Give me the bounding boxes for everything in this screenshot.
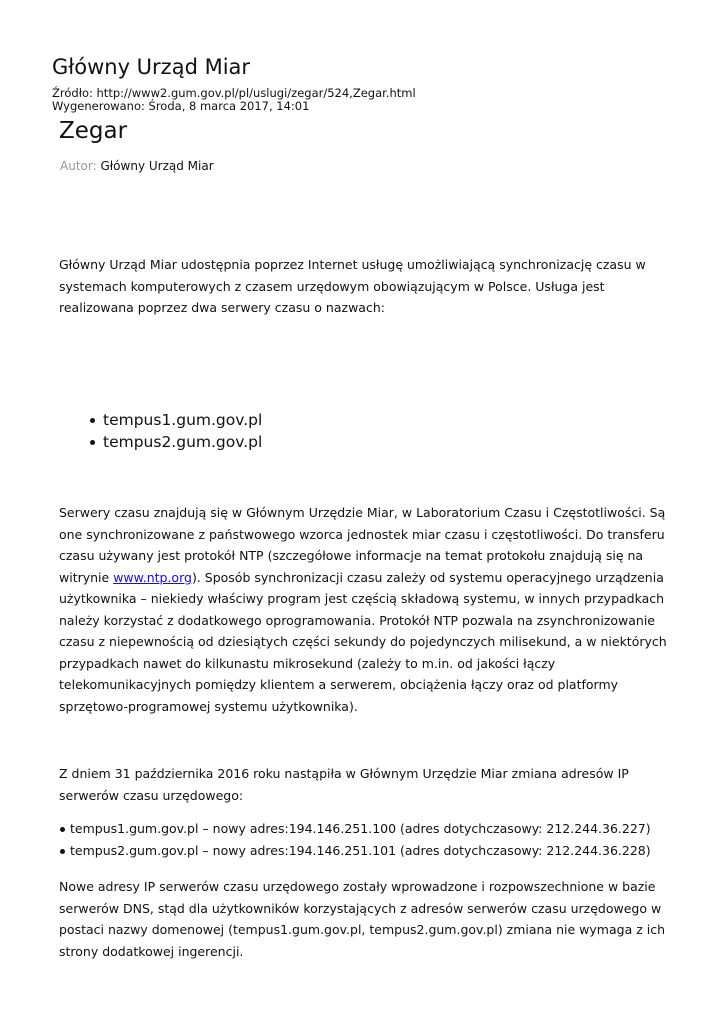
ntp-org-link[interactable]: www.ntp.org xyxy=(113,569,192,585)
list-item: tempus2.gum.gov.pl xyxy=(87,431,262,453)
intro-paragraph: Główny Urząd Miar udostępnia poprzez Internet usługę umożliwiającą synchronizację czasu w systemach komputerowych z czasem urzędowym obowiązującym w Polsce. Usługa jest realizowana poprzez dwa serwery czasu o nazwach: xyxy=(59,257,646,315)
source-line: Źródło: http://www2.gum.gov.pl/pl/uslugi/zegar/524,Zegar.html xyxy=(52,86,416,100)
server-list xyxy=(87,409,262,453)
list-item: tempus1.gum.gov.pl xyxy=(87,409,262,431)
author-name: Główny Urząd Miar xyxy=(100,159,214,173)
document-meta xyxy=(52,87,416,112)
author-line xyxy=(60,158,214,174)
ntp-paragraph-text-continued: ). Sposób synchronizacji czasu zależy od systemu operacyjnego urządzenia użytkownika – niekiedy właściwy program jest częścią składową systemu, w innych przypadkach należy korzystać z dodatkowego oprogramowania. Protokół NTP pozwala na zsynchronizowanie czasu z niepewnością od dziesiątych części sekundy do pojedynczych milisekund, a w niektórych przypadkach nawet do kilkunastu mikrosekund (zależy to m.in. od jakości łączy telekomunikacyjnych pomiędzy klientem a serwerem, obciążenia łączy oraz od platformy sprzętowo-programowej systemu użytkownika). xyxy=(59,569,667,714)
ntp-paragraph xyxy=(59,502,669,717)
dns-paragraph: Nowe adresy IP serwerów czasu urzędowego zostały wprowadzone i rozpowszechnione w bazie serwerów DNS, stąd dla użytkowników korzystających z adresów serwerów czasu urzędowego w postaci nazwy domenowej (tempus1.gum.gov.pl, tempus2.gum.gov.pl) zmiana nie wymaga z ich strony dodatkowej ingerencji. xyxy=(59,879,665,959)
article-title: Zegar xyxy=(59,118,128,144)
site-title: Główny Urząd Miar xyxy=(52,55,251,79)
generated-line: Wygenerowano: Środa, 8 marca 2017, 14:01 xyxy=(52,98,310,113)
list-item: tempus2.gum.gov.pl – nowy adres:194.146.251.101 (adres dotychczasowy: 212.244.36.228) xyxy=(59,840,651,862)
ntp-paragraph-text: Serwery czasu znajdują się w Głównym Urzędzie Miar, w Laboratorium Czasu i Częstotliwości. Są one synchronizowane z państwowego wzorca jednostek miar czasu i częstotliwości. Do transferu czasu używany jest protokół NTP (szczegółowe informacje na temat protokołu znajdują się na witrynie xyxy=(59,505,666,585)
address-change-list xyxy=(59,818,651,862)
ip-change-paragraph: Z dniem 31 października 2016 roku nastąpiła w Głównym Urzędzie Miar zmiana adresów IP serwerów czasu urzędowego: xyxy=(59,766,629,803)
author-label: Autor: xyxy=(60,159,97,173)
list-item: tempus1.gum.gov.pl – nowy adres:194.146.251.100 (adres dotychczasowy: 212.244.36.227) xyxy=(59,818,651,840)
